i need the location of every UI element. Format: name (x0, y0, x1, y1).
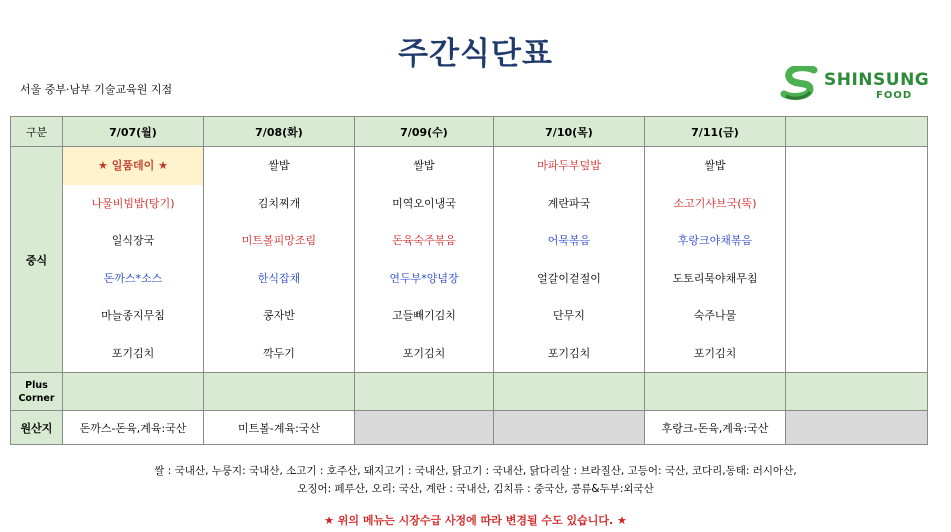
plus-label-line1: Plus (25, 379, 48, 391)
logo-name: SHINSUNG (824, 70, 930, 90)
origin-footnote-line2: 오징어: 페루산, 오리: 국산, 계란 : 국내산, 김치류 : 중국산, 콩류&두부:외국산 (297, 483, 654, 495)
menu-item: 포기김치 (547, 346, 591, 360)
location-label: 서울 중부·남부 기술교육원 지점 (20, 83, 173, 96)
origin-cell-wed (355, 411, 494, 445)
menu-item: 계란파국 (547, 196, 591, 210)
menu-item: 고들빼기김치 (392, 309, 456, 322)
menu-col-wed (355, 147, 494, 373)
origin-cell-tue: 미트볼-계육:국산 (204, 411, 355, 445)
menu-col-tue (204, 147, 355, 373)
origin-cell-extra (786, 411, 928, 445)
menu-item: 도토리묵야채무침 (672, 271, 758, 285)
menu-item: 미트볼피망조림 (241, 234, 317, 247)
plus-cell (63, 373, 204, 411)
origin-cell-thu (494, 411, 645, 445)
lunch-row (11, 147, 928, 373)
menu-item: 쌀밥 (413, 159, 435, 172)
day-header-fri: 7/11(금) (645, 117, 786, 147)
menu-item: 마늘종지무침 (101, 309, 165, 322)
menu-item: 포기김치 (402, 346, 446, 360)
plus-cell (494, 373, 645, 411)
weekly-menu-table (10, 116, 928, 445)
page-title: 주간식단표 (398, 36, 553, 72)
menu-item: 돈육숙주볶음 (392, 234, 456, 247)
lunch-label: 중식 (11, 147, 63, 373)
menu-col-thu (494, 147, 645, 373)
plus-label-line2: Corner (18, 392, 55, 404)
menu-item-empty (786, 260, 927, 298)
menu-col-fri (645, 147, 786, 373)
change-notice: ★ 위의 메뉴는 시장수급 사정에 따라 변경될 수도 있습니다. ★ (324, 514, 627, 527)
origin-cell-mon: 돈까스-돈육,계육:국산 (63, 411, 204, 445)
menu-item: 어묵볶음 (547, 234, 591, 247)
menu-item-empty (786, 222, 927, 260)
menu-item: 숙주나물 (693, 309, 737, 322)
menu-item: 단무지 (553, 309, 585, 322)
menu-item: 연두부*양념장 (389, 271, 459, 285)
plus-cell (355, 373, 494, 411)
menu-item: 돈까스*소스 (103, 271, 163, 285)
origin-cell-fri: 후랑크-돈육,계육:국산 (645, 411, 786, 445)
plus-cell (786, 373, 928, 411)
origin-row (11, 411, 928, 445)
day-header-wed: 7/09(수) (355, 117, 494, 147)
menu-col-extra (786, 147, 928, 373)
gubun-header: 구분 (11, 117, 63, 147)
day-header-thu: 7/10(목) (494, 117, 645, 147)
origin-label: 원산지 (11, 411, 63, 445)
menu-item: 일식장국 (111, 234, 155, 247)
menu-item: 소고기샤브국(뚝) (673, 196, 757, 210)
plus-cell (645, 373, 786, 411)
menu-item: 얼갈이겉절이 (537, 271, 601, 285)
day-header-extra (786, 117, 928, 147)
menu-item-empty (786, 147, 927, 185)
day-header-mon: 7/07(월) (63, 117, 204, 147)
menu-item: 깍두기 (263, 346, 295, 360)
menu-item: 포기김치 (693, 346, 737, 360)
menu-item: 마파두부덮밥 (537, 159, 601, 172)
header-row (11, 117, 928, 147)
day-header-tue: 7/08(화) (204, 117, 355, 147)
plus-corner-row (11, 373, 928, 411)
logo-sub: FOOD (876, 90, 913, 101)
menu-item: 포기김치 (111, 346, 155, 360)
origin-footnote-line1: 쌀 : 국내산, 누룽지: 국내산, 소고기 : 호주산, 돼지고기 : 국내산, 닭고기 : 국내산, 닭다리살 : 브라질산, 고등어: 국산, 코다리,동태: 러시아산, (154, 465, 797, 477)
menu-item-empty (786, 335, 927, 373)
menu-item: 쌀밥 (704, 159, 726, 172)
menu-col-mon (63, 147, 204, 373)
menu-item: 김치찌개 (257, 196, 301, 210)
menu-item-empty (786, 185, 927, 223)
menu-item: ★ 일품데이 ★ (63, 147, 203, 185)
plus-cell (204, 373, 355, 411)
menu-item: 미역오이냉국 (392, 196, 456, 210)
menu-item: 한식잡채 (257, 271, 301, 285)
menu-item: 후랑크야채볶음 (677, 234, 753, 247)
menu-item: 콩자반 (263, 309, 295, 322)
menu-item: 쌀밥 (268, 159, 290, 172)
menu-item-empty (786, 297, 927, 335)
plus-corner-label (11, 373, 63, 411)
menu-item: 나물비빔밥(탕기) (91, 196, 175, 210)
shinsung-s-icon (780, 66, 820, 102)
company-logo (780, 66, 930, 106)
